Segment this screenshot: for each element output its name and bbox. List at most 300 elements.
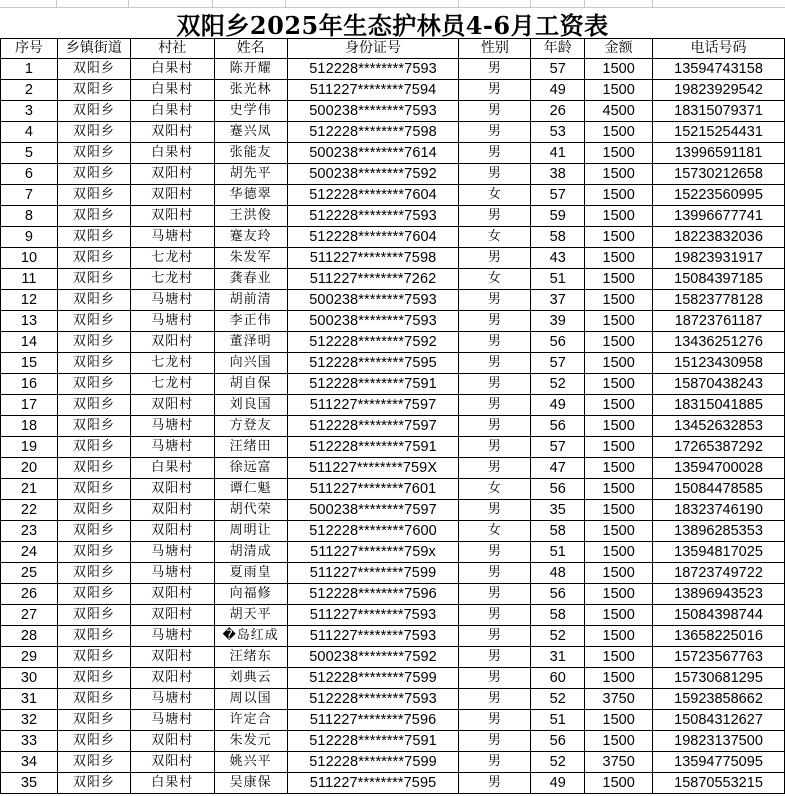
phone-cell[interactable]: 15123430958 [653,353,785,374]
town-cell[interactable]: 双阳乡 [57,164,130,185]
age-cell[interactable]: 56 [531,332,585,353]
age-cell[interactable]: 60 [531,668,585,689]
id-number-cell[interactable]: 500238********7592 [287,164,459,185]
village-cell[interactable]: 白果村 [130,101,214,122]
phone-cell[interactable]: 15923858662 [653,689,785,710]
phone-cell[interactable]: 18315041885 [653,395,785,416]
seq-cell[interactable]: 33 [1,731,58,752]
amount-cell[interactable]: 1500 [585,122,653,143]
id-number-cell[interactable]: 511227********7601 [287,479,459,500]
amount-cell[interactable]: 1500 [585,668,653,689]
name-cell[interactable]: 董泽明 [214,332,287,353]
village-cell[interactable]: 双阳村 [130,332,214,353]
gender-cell[interactable]: 男 [459,80,531,101]
amount-cell[interactable]: 1500 [585,521,653,542]
village-cell[interactable]: 双阳村 [130,395,214,416]
phone-cell[interactable]: 13896943523 [653,584,785,605]
amount-cell[interactable]: 3750 [585,689,653,710]
amount-cell[interactable]: 1500 [585,479,653,500]
phone-cell[interactable]: 15084397185 [653,269,785,290]
seq-cell[interactable]: 21 [1,479,58,500]
village-cell[interactable]: 双阳村 [130,731,214,752]
seq-cell[interactable]: 11 [1,269,58,290]
village-cell[interactable]: 双阳村 [130,479,214,500]
amount-cell[interactable]: 1500 [585,584,653,605]
phone-cell[interactable]: 15084312627 [653,710,785,731]
name-cell[interactable]: 刘典云 [214,668,287,689]
gender-cell[interactable]: 男 [459,59,531,80]
name-cell[interactable]: 吴康保 [214,773,287,794]
seq-cell[interactable]: 10 [1,248,58,269]
name-cell[interactable]: 汪绪田 [214,437,287,458]
seq-cell[interactable]: 28 [1,626,58,647]
seq-cell[interactable]: 16 [1,374,58,395]
age-cell[interactable]: 57 [531,437,585,458]
age-cell[interactable]: 47 [531,458,585,479]
town-cell[interactable]: 双阳乡 [57,584,130,605]
seq-cell[interactable]: 32 [1,710,58,731]
age-cell[interactable]: 52 [531,374,585,395]
name-cell[interactable]: 徐远富 [214,458,287,479]
town-cell[interactable]: 双阳乡 [57,143,130,164]
gender-cell[interactable]: 男 [459,647,531,668]
gender-cell[interactable]: 男 [459,395,531,416]
age-cell[interactable]: 43 [531,248,585,269]
column-header-village[interactable]: 村社 [130,39,214,59]
id-number-cell[interactable]: 511227********7593 [287,605,459,626]
phone-cell[interactable]: 18723749722 [653,563,785,584]
name-cell[interactable]: 胡自保 [214,374,287,395]
name-cell[interactable]: 史学伟 [214,101,287,122]
gender-cell[interactable]: 男 [459,101,531,122]
seq-cell[interactable]: 7 [1,185,58,206]
age-cell[interactable]: 49 [531,80,585,101]
town-cell[interactable]: 双阳乡 [57,248,130,269]
town-cell[interactable]: 双阳乡 [57,731,130,752]
age-cell[interactable]: 49 [531,395,585,416]
age-cell[interactable]: 57 [531,353,585,374]
seq-cell[interactable]: 35 [1,773,58,794]
column-header-age[interactable]: 年龄 [531,39,585,59]
gender-cell[interactable]: 男 [459,206,531,227]
column-header-name[interactable]: 姓名 [214,39,287,59]
gender-cell[interactable]: 男 [459,752,531,773]
gender-cell[interactable]: 女 [459,227,531,248]
name-cell[interactable]: 胡清成 [214,542,287,563]
age-cell[interactable]: 53 [531,122,585,143]
id-number-cell[interactable]: 511227********7596 [287,710,459,731]
seq-cell[interactable]: 27 [1,605,58,626]
phone-cell[interactable]: 13658225016 [653,626,785,647]
gender-cell[interactable]: 女 [459,479,531,500]
village-cell[interactable]: 七龙村 [130,374,214,395]
town-cell[interactable]: 双阳乡 [57,185,130,206]
id-number-cell[interactable]: 512228********7591 [287,731,459,752]
gender-cell[interactable]: 男 [459,290,531,311]
town-cell[interactable]: 双阳乡 [57,395,130,416]
seq-cell[interactable]: 20 [1,458,58,479]
id-number-cell[interactable]: 512228********7593 [287,206,459,227]
id-number-cell[interactable]: 500238********7614 [287,143,459,164]
age-cell[interactable]: 35 [531,500,585,521]
name-cell[interactable]: 谭仁魁 [214,479,287,500]
age-cell[interactable]: 48 [531,563,585,584]
seq-cell[interactable]: 15 [1,353,58,374]
amount-cell[interactable]: 1500 [585,563,653,584]
phone-cell[interactable]: 13452632853 [653,416,785,437]
age-cell[interactable]: 52 [531,752,585,773]
town-cell[interactable]: 双阳乡 [57,521,130,542]
name-cell[interactable]: 方登友 [214,416,287,437]
town-cell[interactable]: 双阳乡 [57,479,130,500]
name-cell[interactable]: 刘良国 [214,395,287,416]
village-cell[interactable]: 马塘村 [130,563,214,584]
id-number-cell[interactable]: 511227********7262 [287,269,459,290]
age-cell[interactable]: 38 [531,164,585,185]
column-header-seq[interactable]: 序号 [1,39,58,59]
id-number-cell[interactable]: 512228********7592 [287,332,459,353]
amount-cell[interactable]: 1500 [585,59,653,80]
phone-cell[interactable]: 13594817025 [653,542,785,563]
village-cell[interactable]: 七龙村 [130,269,214,290]
seq-cell[interactable]: 29 [1,647,58,668]
name-cell[interactable]: 朱发军 [214,248,287,269]
gender-cell[interactable]: 女 [459,185,531,206]
id-number-cell[interactable]: 511227********7598 [287,248,459,269]
age-cell[interactable]: 41 [531,143,585,164]
name-cell[interactable]: 向兴国 [214,353,287,374]
amount-cell[interactable]: 1500 [585,248,653,269]
phone-cell[interactable]: 13996677741 [653,206,785,227]
column-header-phone[interactable]: 电话号码 [653,39,785,59]
town-cell[interactable]: 双阳乡 [57,332,130,353]
phone-cell[interactable]: 18723761187 [653,311,785,332]
amount-cell[interactable]: 1500 [585,269,653,290]
gender-cell[interactable]: 男 [459,731,531,752]
age-cell[interactable]: 57 [531,59,585,80]
village-cell[interactable]: 双阳村 [130,521,214,542]
id-number-cell[interactable]: 512228********7599 [287,752,459,773]
seq-cell[interactable]: 25 [1,563,58,584]
phone-cell[interactable]: 15723567763 [653,647,785,668]
name-cell[interactable]: 汪绪东 [214,647,287,668]
id-number-cell[interactable]: 512228********7599 [287,668,459,689]
seq-cell[interactable]: 31 [1,689,58,710]
town-cell[interactable]: 双阳乡 [57,59,130,80]
village-cell[interactable]: 双阳村 [130,500,214,521]
age-cell[interactable]: 51 [531,542,585,563]
village-cell[interactable]: 双阳村 [130,647,214,668]
phone-cell[interactable]: 13436251276 [653,332,785,353]
town-cell[interactable]: 双阳乡 [57,668,130,689]
seq-cell[interactable]: 26 [1,584,58,605]
name-cell[interactable]: 周以国 [214,689,287,710]
name-cell[interactable]: 王洪俊 [214,206,287,227]
seq-cell[interactable]: 8 [1,206,58,227]
village-cell[interactable]: 双阳村 [130,206,214,227]
town-cell[interactable]: 双阳乡 [57,101,130,122]
phone-cell[interactable]: 13896285353 [653,521,785,542]
age-cell[interactable]: 56 [531,584,585,605]
seq-cell[interactable]: 13 [1,311,58,332]
phone-cell[interactable]: 15223560995 [653,185,785,206]
town-cell[interactable]: 双阳乡 [57,626,130,647]
age-cell[interactable]: 59 [531,206,585,227]
gender-cell[interactable]: 男 [459,563,531,584]
name-cell[interactable]: 向福修 [214,584,287,605]
gender-cell[interactable]: 男 [459,773,531,794]
id-number-cell[interactable]: 512228********7591 [287,374,459,395]
village-cell[interactable]: 马塘村 [130,626,214,647]
phone-cell[interactable]: 15084478585 [653,479,785,500]
town-cell[interactable]: 双阳乡 [57,269,130,290]
village-cell[interactable]: 马塘村 [130,416,214,437]
town-cell[interactable]: 双阳乡 [57,563,130,584]
amount-cell[interactable]: 1500 [585,311,653,332]
seq-cell[interactable]: 34 [1,752,58,773]
amount-cell[interactable]: 1500 [585,773,653,794]
name-cell[interactable]: 蹇友玲 [214,227,287,248]
amount-cell[interactable]: 1500 [585,710,653,731]
gender-cell[interactable]: 男 [459,689,531,710]
village-cell[interactable]: 马塘村 [130,437,214,458]
age-cell[interactable]: 57 [531,185,585,206]
seq-cell[interactable]: 30 [1,668,58,689]
seq-cell[interactable]: 19 [1,437,58,458]
amount-cell[interactable]: 1500 [585,416,653,437]
amount-cell[interactable]: 1500 [585,290,653,311]
village-cell[interactable]: 马塘村 [130,227,214,248]
seq-cell[interactable]: 24 [1,542,58,563]
phone-cell[interactable]: 18223832036 [653,227,785,248]
town-cell[interactable]: 双阳乡 [57,353,130,374]
gender-cell[interactable]: 男 [459,605,531,626]
gender-cell[interactable]: 男 [459,143,531,164]
phone-cell[interactable]: 15730212658 [653,164,785,185]
village-cell[interactable]: 双阳村 [130,164,214,185]
amount-cell[interactable]: 1500 [585,80,653,101]
age-cell[interactable]: 49 [531,773,585,794]
age-cell[interactable]: 39 [531,311,585,332]
seq-cell[interactable]: 6 [1,164,58,185]
id-number-cell[interactable]: 511227********7599 [287,563,459,584]
phone-cell[interactable]: 15870553215 [653,773,785,794]
gender-cell[interactable]: 男 [459,311,531,332]
amount-cell[interactable]: 1500 [585,500,653,521]
gender-cell[interactable]: 男 [459,542,531,563]
name-cell[interactable]: 陈开耀 [214,59,287,80]
seq-cell[interactable]: 4 [1,122,58,143]
village-cell[interactable]: 马塘村 [130,689,214,710]
id-number-cell[interactable]: 500238********7592 [287,647,459,668]
village-cell[interactable]: 双阳村 [130,122,214,143]
gender-cell[interactable]: 男 [459,248,531,269]
id-number-cell[interactable]: 512228********7593 [287,59,459,80]
amount-cell[interactable]: 1500 [585,143,653,164]
phone-cell[interactable]: 19823929542 [653,80,785,101]
phone-cell[interactable]: 19823137500 [653,731,785,752]
seq-cell[interactable]: 1 [1,59,58,80]
id-number-cell[interactable]: 512228********7600 [287,521,459,542]
amount-cell[interactable]: 1500 [585,731,653,752]
seq-cell[interactable]: 17 [1,395,58,416]
town-cell[interactable]: 双阳乡 [57,311,130,332]
seq-cell[interactable]: 3 [1,101,58,122]
amount-cell[interactable]: 1500 [585,185,653,206]
name-cell[interactable]: 龚春业 [214,269,287,290]
name-cell[interactable]: 蹇兴凤 [214,122,287,143]
village-cell[interactable]: 马塘村 [130,542,214,563]
name-cell[interactable]: 许定合 [214,710,287,731]
phone-cell[interactable]: 15215254431 [653,122,785,143]
id-number-cell[interactable]: 500238********7593 [287,311,459,332]
village-cell[interactable]: 白果村 [130,773,214,794]
amount-cell[interactable]: 1500 [585,647,653,668]
seq-cell[interactable]: 12 [1,290,58,311]
seq-cell[interactable]: 22 [1,500,58,521]
age-cell[interactable]: 51 [531,269,585,290]
village-cell[interactable]: 双阳村 [130,668,214,689]
phone-cell[interactable]: 15823778128 [653,290,785,311]
name-cell[interactable]: 胡先平 [214,164,287,185]
phone-cell[interactable]: 18323746190 [653,500,785,521]
gender-cell[interactable]: 男 [459,710,531,731]
town-cell[interactable]: 双阳乡 [57,290,130,311]
amount-cell[interactable]: 1500 [585,164,653,185]
village-cell[interactable]: 双阳村 [130,605,214,626]
gender-cell[interactable]: 男 [459,626,531,647]
age-cell[interactable]: 52 [531,689,585,710]
id-number-cell[interactable]: 512228********7595 [287,353,459,374]
gender-cell[interactable]: 男 [459,353,531,374]
town-cell[interactable]: 双阳乡 [57,374,130,395]
id-number-cell[interactable]: 511227********759X [287,458,459,479]
age-cell[interactable]: 31 [531,647,585,668]
town-cell[interactable]: 双阳乡 [57,500,130,521]
age-cell[interactable]: 51 [531,710,585,731]
id-number-cell[interactable]: 512228********7591 [287,437,459,458]
amount-cell[interactable]: 1500 [585,206,653,227]
id-number-cell[interactable]: 511227********759x [287,542,459,563]
name-cell[interactable]: �岛红成 [214,626,287,647]
phone-cell[interactable]: 13594775095 [653,752,785,773]
phone-cell[interactable]: 13594700028 [653,458,785,479]
id-number-cell[interactable]: 511227********7594 [287,80,459,101]
id-number-cell[interactable]: 511227********7595 [287,773,459,794]
gender-cell[interactable]: 女 [459,521,531,542]
column-header-gender[interactable]: 性别 [459,39,531,59]
town-cell[interactable]: 双阳乡 [57,689,130,710]
id-number-cell[interactable]: 512228********7604 [287,185,459,206]
column-header-amount[interactable]: 金额 [585,39,653,59]
village-cell[interactable]: 白果村 [130,59,214,80]
village-cell[interactable]: 马塘村 [130,311,214,332]
age-cell[interactable]: 58 [531,605,585,626]
name-cell[interactable]: 张光林 [214,80,287,101]
age-cell[interactable]: 52 [531,626,585,647]
name-cell[interactable]: 李正伟 [214,311,287,332]
gender-cell[interactable]: 男 [459,332,531,353]
name-cell[interactable]: 夏雨皇 [214,563,287,584]
village-cell[interactable]: 七龙村 [130,353,214,374]
age-cell[interactable]: 58 [531,521,585,542]
name-cell[interactable]: 胡代荣 [214,500,287,521]
amount-cell[interactable]: 1500 [585,542,653,563]
village-cell[interactable]: 双阳村 [130,584,214,605]
amount-cell[interactable]: 1500 [585,374,653,395]
phone-cell[interactable]: 13594743158 [653,59,785,80]
amount-cell[interactable]: 4500 [585,101,653,122]
id-number-cell[interactable]: 511227********7597 [287,395,459,416]
id-number-cell[interactable]: 512228********7596 [287,584,459,605]
name-cell[interactable]: 周明让 [214,521,287,542]
name-cell[interactable]: 华德翠 [214,185,287,206]
id-number-cell[interactable]: 500238********7593 [287,101,459,122]
id-number-cell[interactable]: 512228********7593 [287,689,459,710]
town-cell[interactable]: 双阳乡 [57,80,130,101]
town-cell[interactable]: 双阳乡 [57,710,130,731]
seq-cell[interactable]: 18 [1,416,58,437]
town-cell[interactable]: 双阳乡 [57,206,130,227]
amount-cell[interactable]: 1500 [585,353,653,374]
id-number-cell[interactable]: 512228********7598 [287,122,459,143]
amount-cell[interactable]: 1500 [585,605,653,626]
id-number-cell[interactable]: 512228********7597 [287,416,459,437]
amount-cell[interactable]: 1500 [585,332,653,353]
age-cell[interactable]: 26 [531,101,585,122]
village-cell[interactable]: 双阳村 [130,185,214,206]
seq-cell[interactable]: 14 [1,332,58,353]
id-number-cell[interactable]: 500238********7597 [287,500,459,521]
name-cell[interactable]: 胡前清 [214,290,287,311]
town-cell[interactable]: 双阳乡 [57,458,130,479]
gender-cell[interactable]: 男 [459,437,531,458]
village-cell[interactable]: 白果村 [130,80,214,101]
amount-cell[interactable]: 1500 [585,626,653,647]
seq-cell[interactable]: 9 [1,227,58,248]
town-cell[interactable]: 双阳乡 [57,227,130,248]
gender-cell[interactable]: 男 [459,374,531,395]
phone-cell[interactable]: 15730681295 [653,668,785,689]
phone-cell[interactable]: 19823931917 [653,248,785,269]
phone-cell[interactable]: 15870438243 [653,374,785,395]
seq-cell[interactable]: 5 [1,143,58,164]
amount-cell[interactable]: 1500 [585,458,653,479]
phone-cell[interactable]: 17265387292 [653,437,785,458]
column-header-id-number[interactable]: 身份证号 [287,39,459,59]
name-cell[interactable]: 朱发元 [214,731,287,752]
village-cell[interactable]: 白果村 [130,143,214,164]
town-cell[interactable]: 双阳乡 [57,542,130,563]
name-cell[interactable]: 张能友 [214,143,287,164]
name-cell[interactable]: 姚兴平 [214,752,287,773]
phone-cell[interactable]: 18315079371 [653,101,785,122]
phone-cell[interactable]: 13996591181 [653,143,785,164]
village-cell[interactable]: 白果村 [130,458,214,479]
town-cell[interactable]: 双阳乡 [57,752,130,773]
gender-cell[interactable]: 男 [459,668,531,689]
id-number-cell[interactable]: 500238********7593 [287,290,459,311]
gender-cell[interactable]: 男 [459,500,531,521]
town-cell[interactable]: 双阳乡 [57,647,130,668]
town-cell[interactable]: 双阳乡 [57,416,130,437]
age-cell[interactable]: 37 [531,290,585,311]
gender-cell[interactable]: 男 [459,164,531,185]
town-cell[interactable]: 双阳乡 [57,122,130,143]
seq-cell[interactable]: 2 [1,80,58,101]
age-cell[interactable]: 56 [531,416,585,437]
amount-cell[interactable]: 1500 [585,437,653,458]
